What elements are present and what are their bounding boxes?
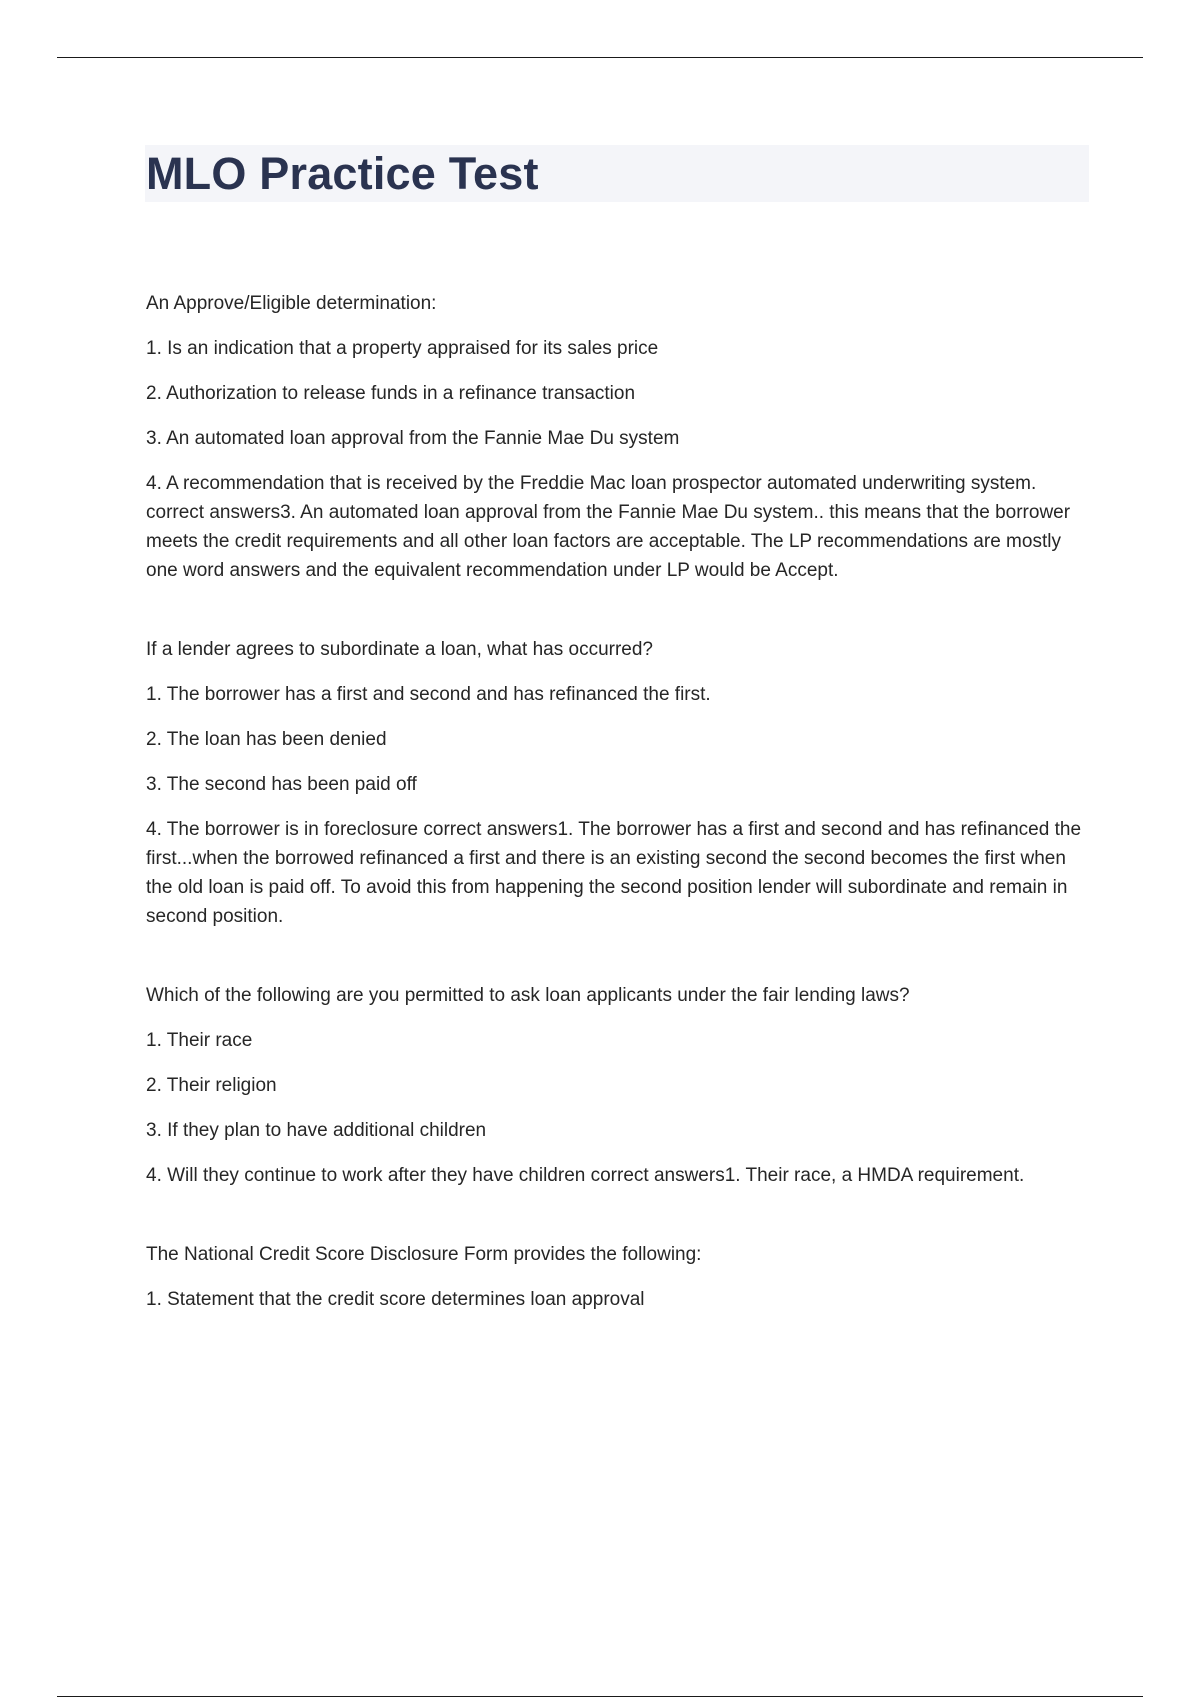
answer-option: 3. An automated loan approval from the Fannie Mae Du system xyxy=(146,428,680,449)
answer-option: 1. Statement that the credit score determines loan approval xyxy=(146,1289,645,1310)
answer-option: 1. Their race xyxy=(146,1030,253,1051)
answer-option: 1. The borrower has a first and second and has refinanced the first. xyxy=(146,684,711,705)
answer-option-with-explanation: 4. A recommendation that is received by the Freddie Mac loan prospector automated underwriting system. correct answers3. An automated loan approval from the Fannie Mae Du system.. this means that the borrower meets the credit requirements and all other loan factors are acceptable. The LP recommendations are mostly one word answers and the equivalent recommendation under LP would be Accept. xyxy=(146,473,1071,581)
question-prompt: An Approve/Eligible determination: xyxy=(146,293,437,314)
answer-option: 3. The second has been paid off xyxy=(146,774,417,795)
answer-option: 1. Is an indication that a property appraised for its sales price xyxy=(146,338,659,359)
question-block xyxy=(146,635,1090,931)
question-prompt: Which of the following are you permitted to ask loan applicants under the fair lending laws? xyxy=(146,985,910,1006)
question-block xyxy=(146,1240,1090,1314)
answer-option-with-explanation: 4. Will they continue to work after they have children correct answers1. Their race, a HMDA requirement. xyxy=(146,1165,1025,1186)
answer-option: 2. The loan has been denied xyxy=(146,729,387,750)
question-prompt: If a lender agrees to subordinate a loan, what has occurred? xyxy=(146,639,653,660)
answer-option-with-explanation: 4. The borrower is in foreclosure correct answers1. The borrower has a first and second and has refinanced the first...when the borrowed refinanced a first and there is an existing second the second becomes the first when the old loan is paid off. To avoid this from happening the second position lender will subordinate and remain in second position. xyxy=(146,819,1082,927)
question-prompt: The National Credit Score Disclosure Form provides the following: xyxy=(146,1244,702,1265)
answer-option: 2. Authorization to release funds in a refinance transaction xyxy=(146,383,636,404)
question-block xyxy=(146,289,1090,585)
bottom-rule xyxy=(57,1696,1143,1697)
document-body xyxy=(146,289,1090,1364)
document-title: MLO Practice Test xyxy=(146,148,539,199)
answer-option: 3. If they plan to have additional children xyxy=(146,1120,487,1141)
answer-option: 2. Their religion xyxy=(146,1075,277,1096)
top-rule xyxy=(57,57,1143,58)
question-block xyxy=(146,981,1090,1190)
